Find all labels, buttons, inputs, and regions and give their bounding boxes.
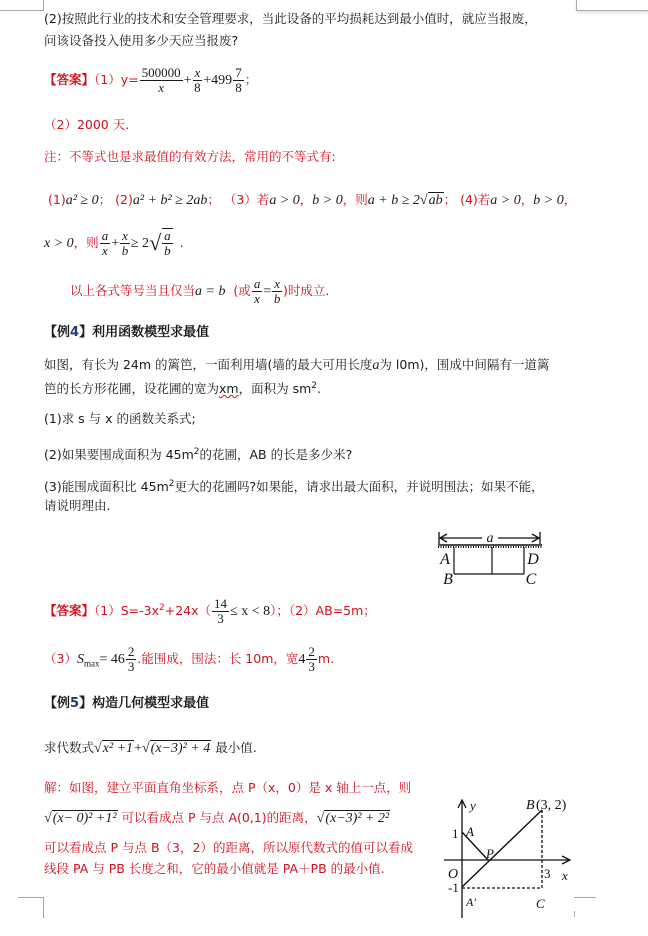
sqrt-expression-2: √(x−3)² + 4: [141, 741, 211, 756]
fence-diagram: [436, 528, 548, 588]
label-P: P: [486, 846, 494, 861]
fraction-2-over-3-width: $\frac{2}{3}$: [308, 644, 315, 674]
example4-heading: 【例4】利用函数模型求最值: [44, 325, 210, 340]
garden-rectangle: [454, 547, 524, 574]
answer-part2: （2）2000 天.: [44, 117, 130, 132]
label-C: C: [525, 571, 537, 588]
y-axis: [458, 800, 466, 918]
inequality-1: a² ≥ 0: [65, 193, 99, 208]
sqrt-a-over-b: √ $\frac{a}{b}$: [149, 228, 171, 259]
example4-question3-line2: 请说明理由.: [44, 498, 111, 513]
label-A: A: [466, 824, 474, 839]
fraction-x-over-b: $\frac{x}{b}$: [273, 276, 281, 306]
example4-question2: (2)如果要围成面积为 $45m^2$的花圃，AB 的长是多少米?: [44, 447, 353, 463]
label-A-prime: A′: [466, 895, 476, 909]
label-D: D: [527, 551, 539, 568]
sqrt-distance-PB: √(x−3)² + 2²: [316, 811, 390, 826]
label-B: B: [443, 571, 453, 588]
page-corner-top-right: [576, 0, 648, 11]
page-corner-top-left: [0, 0, 44, 11]
fraction-7-over-8: $\frac{7}{8}$: [235, 65, 242, 95]
fraction-14-over-3: $\frac{14}{3}$: [214, 596, 228, 627]
fraction-a-over-x: $\frac{a}{x}$: [253, 276, 261, 306]
tick-3: 3: [544, 866, 551, 881]
answer-line-1: 【答案】（1）y= $\frac{500000}{x}$ + $\frac{x}{8}$ +499 $\frac{7}{8}$ ；: [44, 65, 258, 95]
tick-1: 1: [452, 826, 459, 841]
coordinate-diagram: [436, 796, 586, 921]
page-corner-bottom-left: [18, 897, 44, 918]
sqrt-ab: √ab: [419, 193, 443, 208]
question-part2-line2: 问该设备投入使用多少天应当报废?: [44, 33, 239, 48]
fraction-x-over-b: $\frac{x}{b}$: [121, 228, 129, 258]
example4-question1: (1)求 s 与 x 的函数关系式;: [44, 411, 196, 426]
solution-line4: 线段 PA 与 PB 长度之和，它的最小值就是 PA＋PB 的最小值.: [44, 861, 385, 876]
inequalities-line: (1)a² ≥ 0； (2)a² + b² ≥ 2ab； （3）若a > 0，b > 0，则a + b ≥ 2√ab； (4)若a > 0，b > 0，: [48, 192, 577, 208]
x-axis-label: x: [562, 868, 568, 883]
label-B-coordinates: (3, 2): [536, 798, 567, 813]
example5-problem: 求代数式√x² +1+√(x−3)² + 4 最小值.: [44, 737, 257, 760]
answer-part1: （1）y=: [94, 72, 139, 87]
tick-neg1: -1: [448, 880, 459, 895]
solution-line2: √(x− 0)² +1² 可以看成点 P 与点 A(0,1)的距离，√(x−3)² + 2²: [44, 807, 390, 830]
note-title: 注：不等式也是求最值的有效方法，常用的不等式有:: [44, 149, 336, 164]
inequality-2: a² + b² ≥ 2ab: [132, 193, 208, 208]
fraction-2-over-3: $\frac{2}{3}$: [127, 644, 135, 674]
example4-question3-line1: (3)能围成面积比 $45m^2$更大的花圃吗?如果能，请求出最大面积，并说明围法；如果不能，: [44, 479, 544, 495]
solution-line1: 解：如图，建立平面直角坐标系，点 P（x，0）是 x 轴上一点，则: [44, 780, 412, 795]
x-axis: [444, 856, 570, 864]
segment-A-prime-B: [462, 810, 542, 887]
label-C: C: [536, 896, 545, 911]
solution-line3: 可以看成点 P 与点 B（3，2）的距离，所以原代数式的值可以看成: [44, 840, 413, 855]
label-B: B: [526, 798, 535, 813]
example4-answer-line1: 【答案】$(1)S=-3x^2+24x$（ $\frac{14}{3}$ ≤ x < 8）；（2）AB=5m；: [44, 596, 376, 627]
inequality-4-line: x > 0，则 $\frac{a}{x}$ + $\frac{x}{b}$ ≥ 2√ $\frac{a}{b}$ .: [44, 226, 184, 261]
fraction-x-over-8: $\frac{x}{8}$: [194, 65, 201, 95]
label-A: A: [440, 551, 450, 568]
inequality-3: a + b ≥ 2: [367, 193, 420, 208]
question-part2-line1: (2)按照此行业的技术和安全管理要求，当此设备的平均损耗达到最小值时，就应当报废，: [44, 11, 537, 26]
fraction-a-over-x: $\frac{a}{x}$: [101, 228, 109, 258]
example4-para-line2: 笆的长方形花圃，设花圃的宽为xm，面积为 $sm^2$.: [44, 381, 321, 397]
equality-condition: 以上各式等号当且仅当a = b (或 $\frac{a}{x}$ = $\frac{x}{b}$ )时成立.: [70, 276, 330, 306]
example5-heading: 【例5】构造几何模型求最值: [44, 696, 210, 711]
label-O: O: [448, 867, 459, 882]
sqrt-distance-PA: √(x− 0)² +1²: [44, 811, 117, 826]
sqrt-expression-1: √x² +1: [94, 741, 134, 756]
y-axis-label: y: [470, 798, 476, 813]
label-a: a: [486, 531, 494, 546]
example4-answer-line3: $(3)S_{max}= 46$ $\frac{2}{3}$ .能围成，围法：长 10m，宽4 $\frac{2}{3}$ m.: [44, 644, 335, 674]
example4-para-line1: 如图，有长为 24m 的篱笆，一面利用墙(墙的最大可用长度a为 l0m)，围成中间隔有一道篱: [44, 357, 550, 373]
fraction-500000-over-x: $\frac{500000}{x}$: [141, 65, 181, 95]
answer-label: 【答案】: [44, 72, 95, 87]
